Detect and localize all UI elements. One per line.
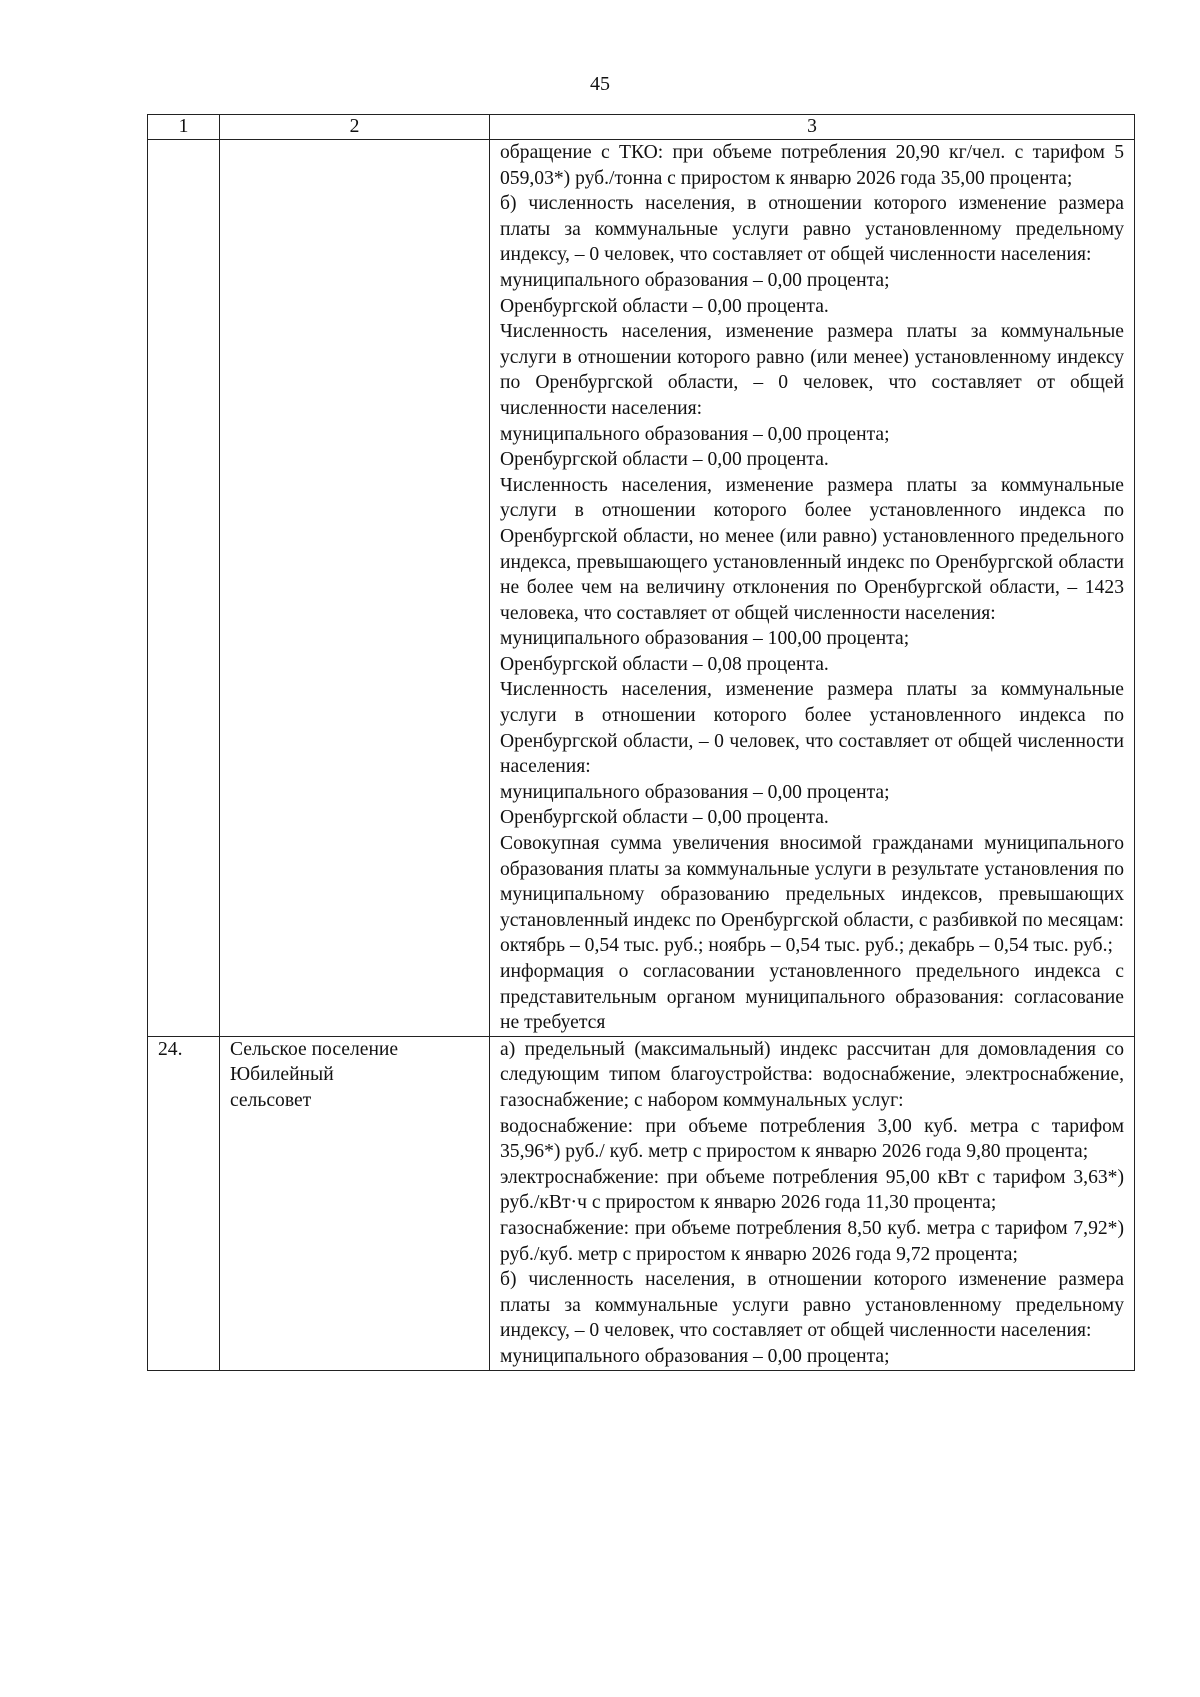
settlement-name-line: сельсовет [230,1089,312,1111]
settlement-name-cell [220,1036,490,1370]
description-paragraph: электроснабжение: при объеме потребления 95,00 кВт с тарифом 3,63*) руб./кВт·ч с приростом к январю 2026 года 11,30 процента; [500,1166,1124,1214]
description-paragraph: Оренбургской области – 0,00 процента. [500,449,829,471]
description-paragraph: Совокупная сумма увеличения вносимой гражданами муниципального образования платы за коммунальные услуги в результате установления по муниципальному образованию предельных индексов, превышающих установленный индекс по Оренбургской области, с разбивкой по месяцам: октябрь – 0,54 тыс. руб.; ноябрь – 0,54 тыс. руб.; декабрь – 0,54 тыс. руб.; [500,833,1124,957]
settlement-name-cell [220,140,490,1037]
description-paragraph: информация о согласовании установленного предельного индекса с представительным органом муниципального образования: согласование не требуется [500,961,1124,1034]
row-number-cell: 24. [148,1036,220,1370]
description-paragraph: муниципального образования – 0,00 процента; [500,1345,890,1367]
description-paragraph: Оренбургской области – 0,08 процента. [500,653,829,675]
description-paragraph: а) предельный (максимальный) индекс рассчитан для домовладения со следующим типом благоустройства: водоснабжение, электроснабжение, газоснабжение; с набором коммунальных услуг: [500,1038,1124,1111]
description-paragraph: Оренбургской области – 0,00 процента. [500,807,829,829]
settlement-name-line: Юбилейный [230,1064,334,1086]
description-paragraph: Оренбургской области – 0,00 процента. [500,295,829,317]
description-paragraph: муниципального образования – 100,00 процента; [500,628,910,650]
column-header: 1 [148,115,220,140]
description-paragraph: обращение с ТКО: при объеме потребления 20,90 кг/чел. с тарифом 5 059,03*) руб./тонна с приростом к январю 2026 года 35,00 процента; [500,142,1124,189]
description-cell [490,1036,1135,1370]
description-paragraph: муниципального образования – 0,00 процента; [500,423,890,445]
description-paragraph: Численность населения, изменение размера платы за коммунальные услуги в отношении которого более установленного индекса по Оренбургской области, но менее (или равно) установленного предельного индекса, превышающего установленный индекс по Оренбургской области не более чем на величину отклонения по Оренбургской области, – 1423 человека, что составляет от общей численности населения: [500,474,1124,624]
description-paragraph: муниципального образования – 0,00 процента; [500,269,890,291]
description-paragraph: б) численность населения, в отношении которого изменение размера платы за коммунальные услуги равно установленному предельному индексу, – 0 человек, что составляет от общей численности населения: [500,1269,1124,1342]
description-paragraph: б) численность населения, в отношении которого изменение размера платы за коммунальные услуги равно установленному предельному индексу, – 0 человек, что составляет от общей численности населения: [500,193,1124,266]
settlement-name-line: Сельское поселение [230,1038,399,1060]
table-row [148,1036,1135,1370]
description-paragraph: водоснабжение: при объеме потребления 3,00 куб. метра с тарифом 35,96*) руб./ куб. метр с приростом к январю 2026 года 9,80 процента; [500,1115,1124,1163]
description-paragraph: Численность населения, изменение размера платы за коммунальные услуги в отношении которого более установленного индекса по Оренбургской области, – 0 человек, что составляет от общей численности населения: [500,679,1124,778]
description-cell [490,140,1135,1037]
description-paragraph: газоснабжение: при объеме потребления 8,50 куб. метра с тарифом 7,92*) руб./куб. метр с приростом к январю 2026 года 9,72 процента; [500,1217,1124,1265]
table-row [148,140,1135,1037]
column-header: 2 [220,115,490,140]
column-header: 3 [490,115,1135,140]
row-number-cell [148,140,220,1037]
description-paragraph: муниципального образования – 0,00 процента; [500,781,890,803]
document-table [147,114,1135,1371]
description-paragraph: Численность населения, изменение размера платы за коммунальные услуги в отношении которого равно (или менее) установленному индексу по Оренбургской области, – 0 человек, что составляет от общей численности населения: [500,321,1124,419]
page-number: 45 [590,73,610,95]
table-header-row [148,115,1135,140]
